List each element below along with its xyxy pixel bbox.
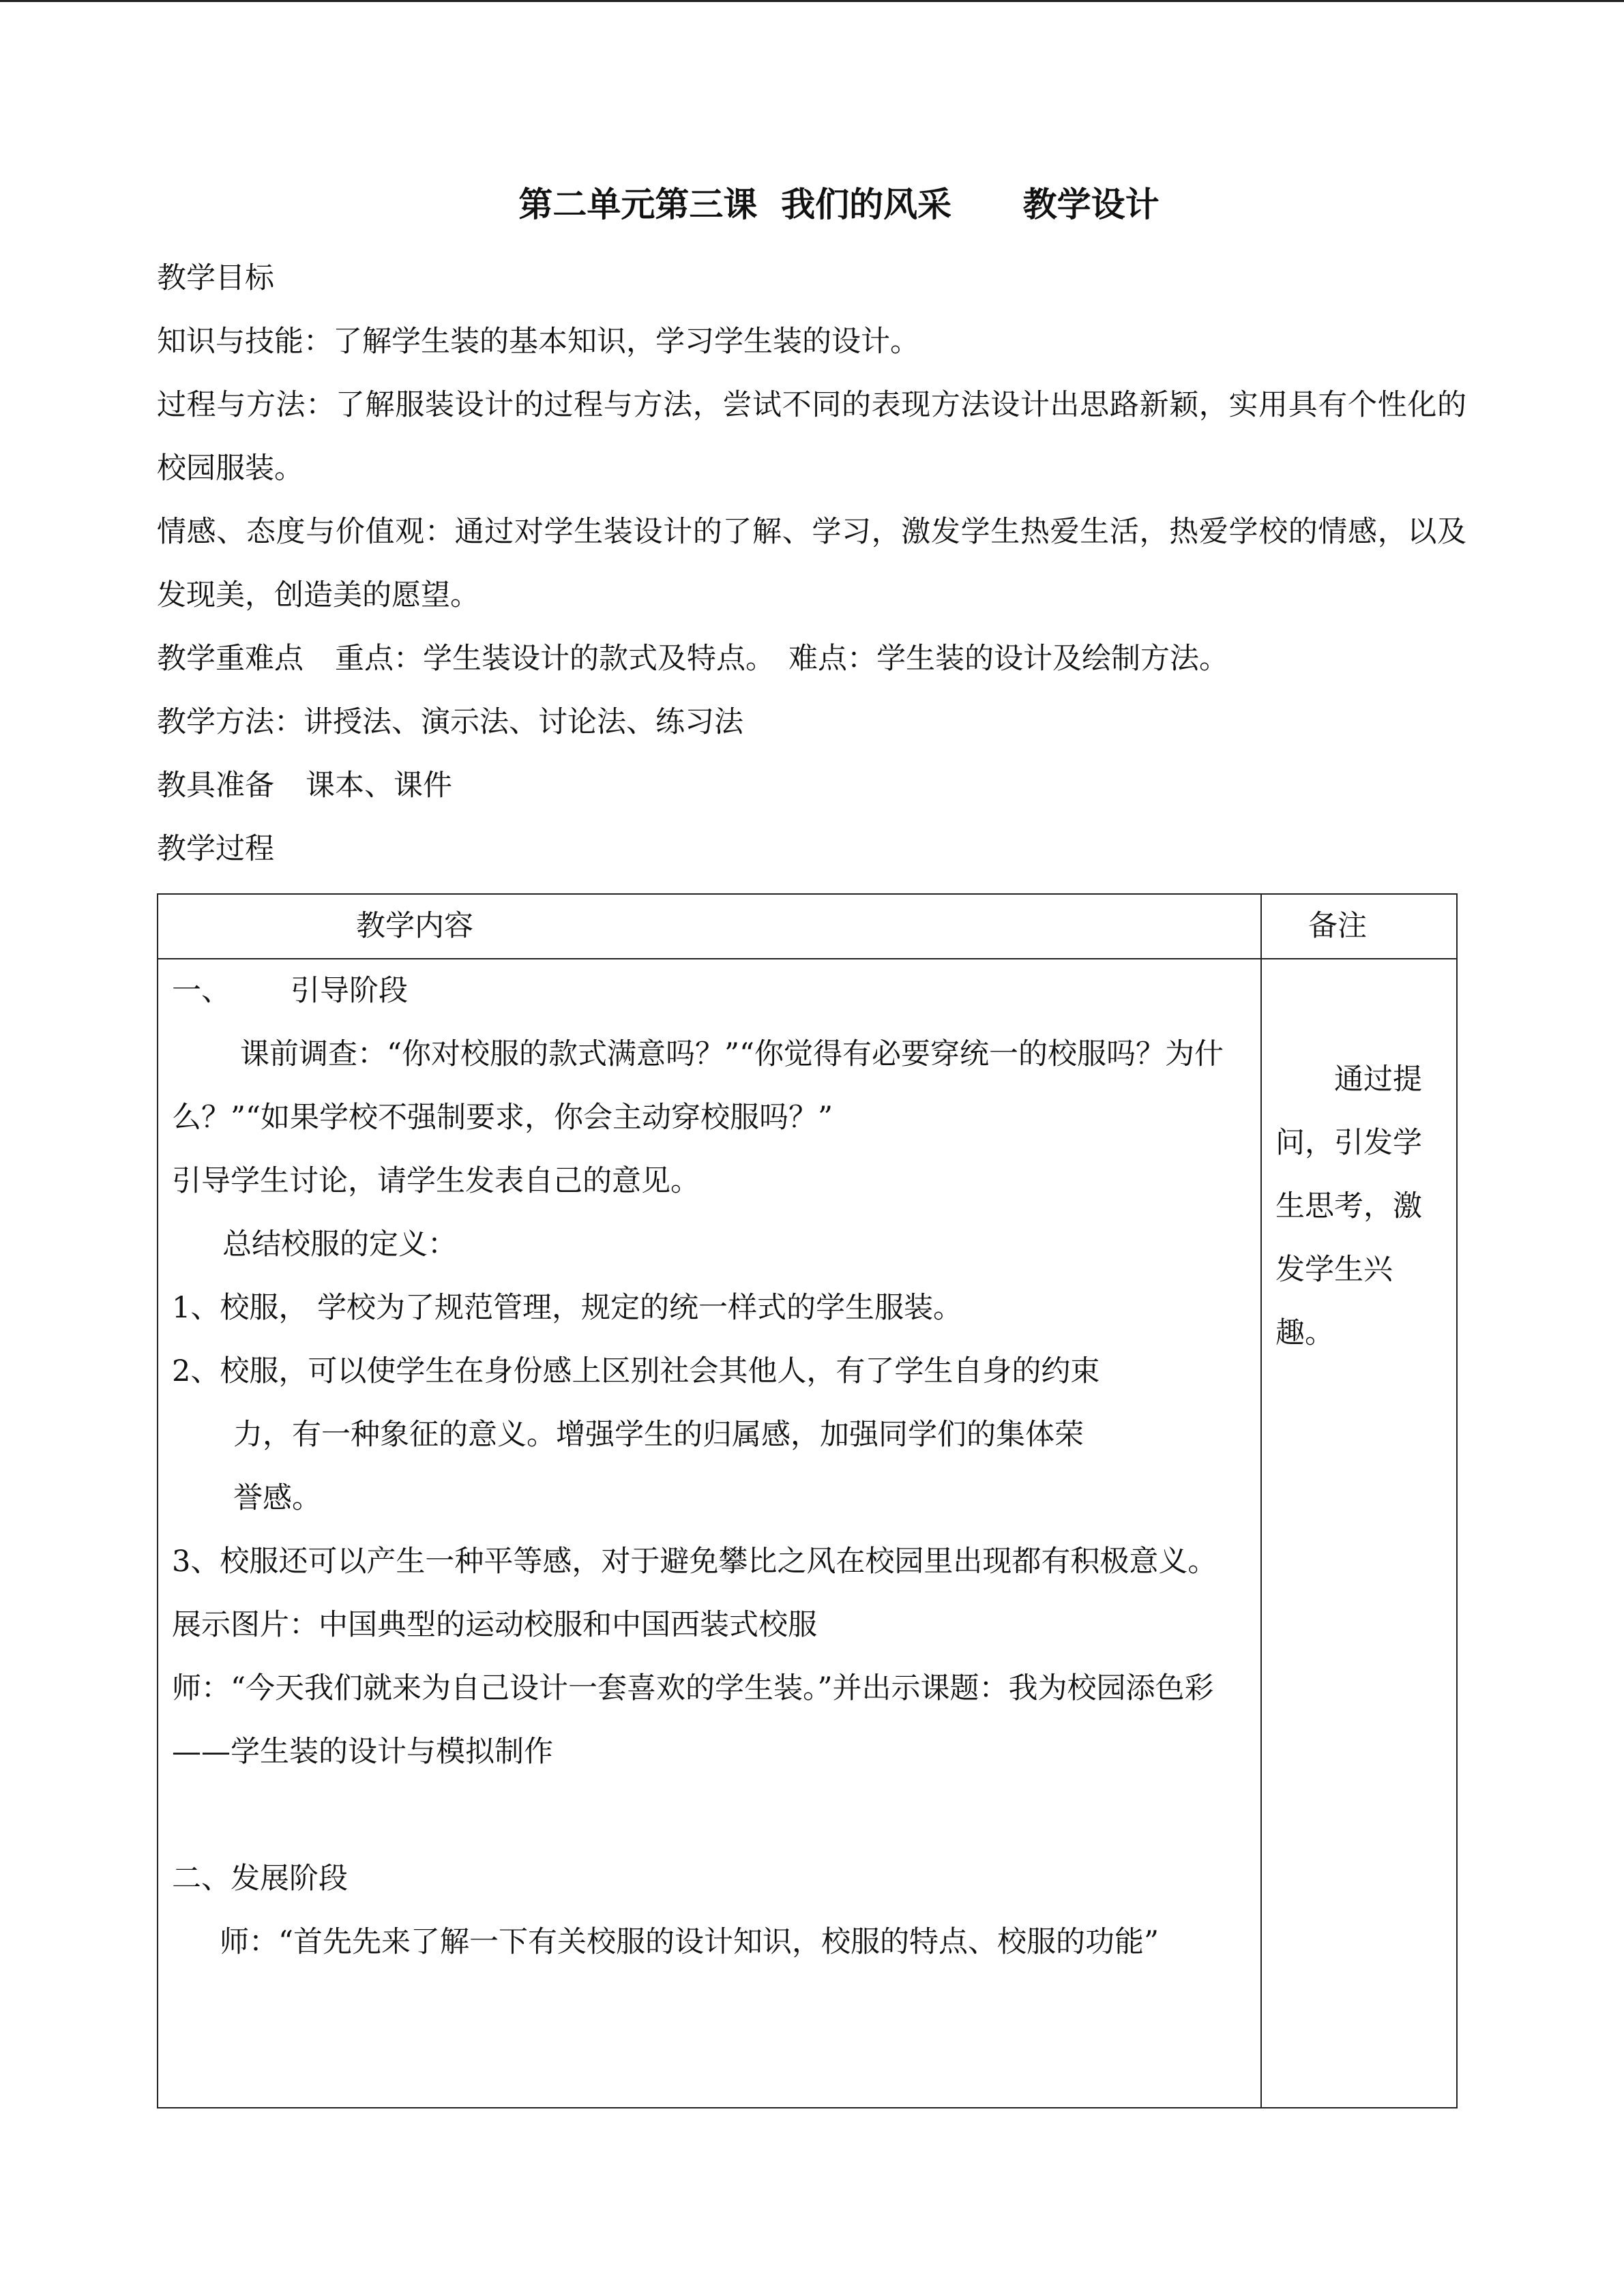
teaching-methods: 教学方法：讲授法、演示法、讨论法、练习法: [157, 705, 743, 739]
key-points-line: [157, 627, 1466, 691]
stage1-number: 一、: [172, 974, 231, 1008]
note-text: 通过提问，引发学生思考，激发学生兴趣。: [1275, 1062, 1422, 1350]
table-row: [158, 959, 1457, 2108]
tools-label: 教具准备: [157, 769, 274, 803]
objective-emotion: 情感、态度与价值观：通过对学生装设计的了解、学习，激发学生热爱生活，热爱学校的情感，以及发现美，创造美的愿望。: [157, 515, 1466, 612]
teacher-knowledge-text: 师：“首先先来了解一下有关校服的设计知识，校服的特点、校服的功能”: [220, 1925, 1159, 1959]
objective-process: 过程与方法：了解服装设计的过程与方法，尝试不同的表现方法设计出思路新颖，实用具有个性化的校园服装。: [157, 388, 1466, 486]
key-point-difficulty: 难点：学生装的设计及绘制方法。: [788, 642, 1228, 676]
definition-2-line1: 2、校服，可以使学生在身份感上区别社会其他人，有了学生自身的约束: [172, 1354, 1100, 1388]
objectives-heading: 教学目标: [157, 261, 274, 295]
tools-line: [157, 754, 1466, 818]
page-title: 第二单元第三课 我们的风采 教学设计: [518, 185, 1160, 224]
content-cell: [158, 959, 1261, 2108]
key-point-focus: 重点：学生装设计的款式及特点。: [335, 642, 775, 676]
tools-value: 课本、课件: [306, 769, 452, 803]
header-note: 备注: [1261, 894, 1457, 959]
objective-knowledge: 知识与技能：了解学生装的基本知识，学习学生装的设计。: [157, 325, 919, 359]
teacher-intro-text: 师：“今天我们就来为自己设计一套喜欢的学生装。”并出示课题：我为校园添色彩——学生装的设计与模拟制作: [172, 1671, 1214, 1769]
stage1-title: 引导阶段: [291, 974, 408, 1008]
key-points-label: 教学重难点: [157, 642, 304, 676]
header-content: 教学内容: [158, 894, 1261, 959]
stage1-heading: [172, 959, 1248, 1023]
definition-1: 1、校服， 学校为了规范管理，规定的统一样式的学生服装。: [172, 1291, 963, 1325]
table-header-row: [158, 894, 1457, 959]
note-cell: [1261, 959, 1457, 2108]
lesson-table: [157, 893, 1458, 2108]
stage2-heading: 二、发展阶段: [172, 1862, 348, 1896]
summary-text: 总结校服的定义：: [222, 1227, 457, 1262]
top-border-rule: [0, 0, 1624, 2]
definition-3: 3、校服还可以产生一种平等感，对于避免攀比之风在校园里出现都有积极意义。: [172, 1545, 1217, 1579]
process-heading: 教学过程: [157, 832, 274, 866]
definition-2-line3: 誉感。: [233, 1481, 321, 1515]
blank-line: [172, 1784, 1248, 1847]
show-images-text: 展示图片：中国典型的运动校服和中国西装式校服: [172, 1608, 817, 1642]
discuss-text: 引导学生讨论，请学生发表自己的意见。: [172, 1164, 700, 1198]
document-page: [157, 170, 1466, 2108]
survey-text: 课前调查：“你对校服的款式满意吗？”“你觉得有必要穿统一的校服吗？为什么？”“如果学校不强制要求，你会主动穿校服吗？”: [172, 1037, 1224, 1135]
definition-2-line2: 力，有一种象征的意义。增强学生的归属感，加强同学们的集体荣: [233, 1418, 1084, 1452]
